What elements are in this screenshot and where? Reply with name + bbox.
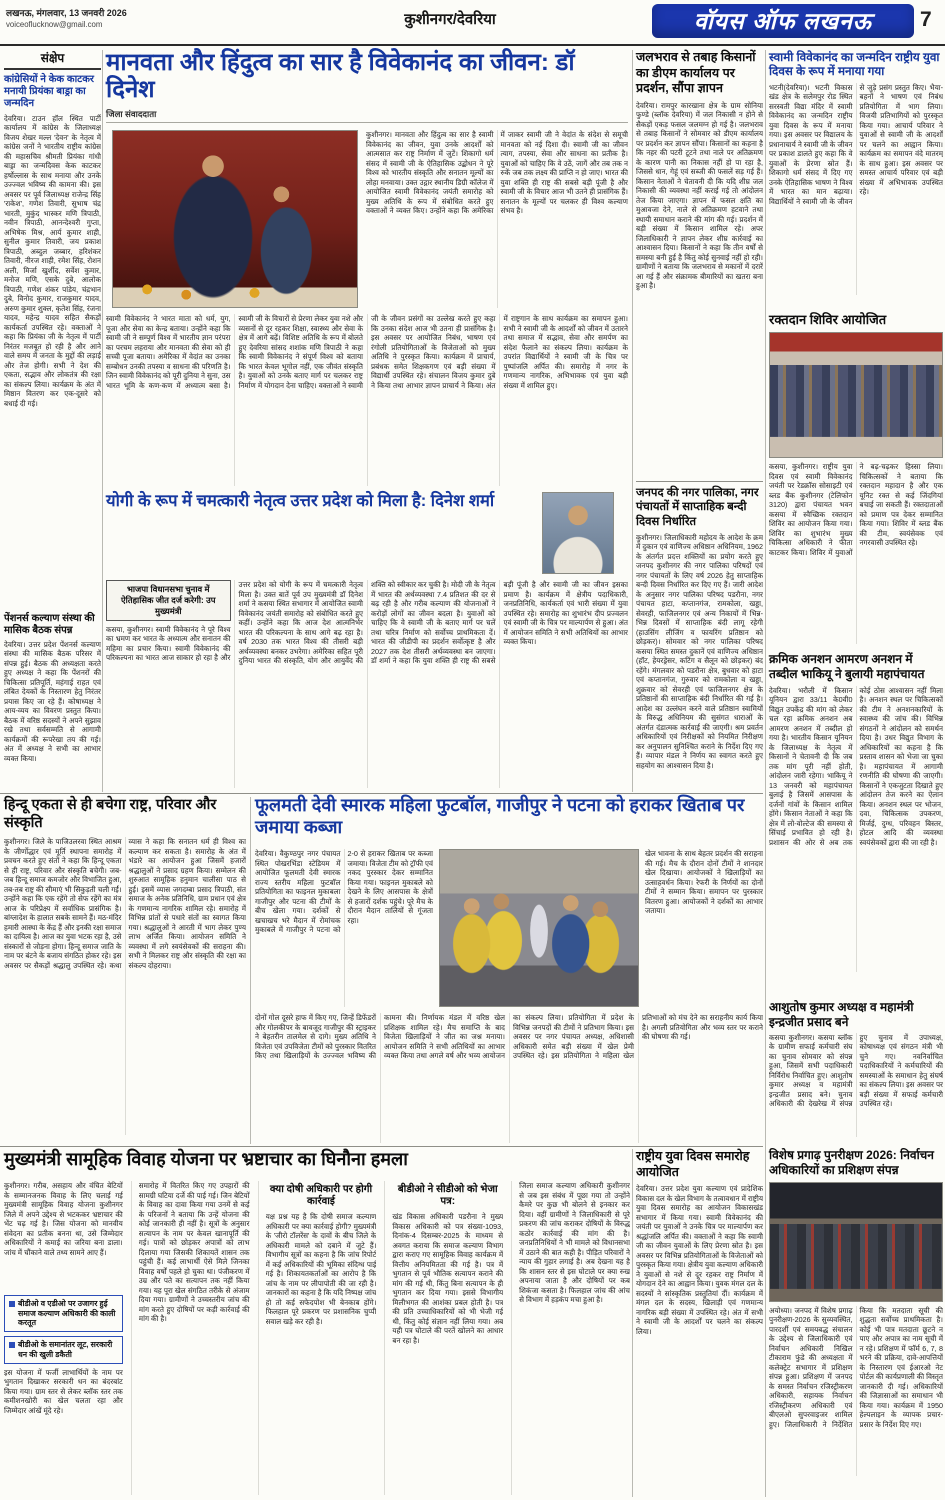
municipal-article [636,486,763,792]
municipal-body: कुशीनगर। जिलाधिकारी महोदय के आदेश के क्रम में दुकान एवं वाणिज्य अधिष्ठान अधिनियम, 1962 के अंतर्गत प्रदत्त शक्तियों का प्रयोग करते हुए जनपद कुशीनगर की नगर पालिका परिषदों एवं नगर पंचायतों के लिए वर्ष 2026 हेतु साप्ताहिक बन्दी दिवस निर्धारित कर दिए गए हैं। जारी आदेश के अनुसार नगर पालिका परिषद पडरौना, नगर पंचायत हाटा, कप्तानगंज, रामकोला, खड्डा, सेवरही, फाजिलनगर एवं अन्य निकायों में भिन्न-भिन्न दिवसों में साप्ताहिक बंदी लागू रहेगी (हाउसिंग लीजिंग व फायरिंग प्रतिष्ठान को छोड़कर)। सोमवार को नगर पालिका परिषद कसया स्थित समस्त दुकानें एवं वाणिज्य अधिष्ठान (हॉट, हेयरड्रेसर, कटिंग व सैलून को छोड़कर) बंद रहेंगे। मंगलवार को पडरौना क्षेत्र, बुधवार को हाटा एवं कप्तानगंज, गुरुवार को रामकोला व खड्डा, शुक्रवार को सेवरही एवं फाजिलनगर क्षेत्र के प्रतिष्ठानों की साप्ताहिक बंदी निर्धारित की गई है। आदेश का उल्लंघन करने वाले प्रतिष्ठान स्वामियों के विरुद्ध अधिनियम की सुसंगत धाराओं के अंतर्गत दंडात्मक कार्रवाई की जाएगी। श्रम प्रवर्तन अधिकारियों एवं निरीक्षकों को नियमित निरीक्षण कर अनुपालन सुनिश्चित कराने के निर्देश दिए गए हैं। व्यापार मंडल ने निर्णय का स्वागत करते हुए सहयोग का आश्वासन दिया है। [636,532,763,770]
marriage-scheme-article [4,1149,630,1497]
column-divider [250,797,251,1144]
union-election-article [769,1000,943,1144]
dinesh-sharma-portrait-photo [542,492,614,574]
section-title: कुशीनगर/देवरिया [404,11,496,28]
lead-article [106,50,628,488]
marriage-body: खंड विकास अधिकारी पडरौना ने मुख्य विकास अधिकारी को पत्र संख्या-1093, दिनांक-4 दिसम्बर-2025 के माध्यम से अवगत कराया कि समाज कल्याण विभाग द्वारा कराए गए सामूहिक विवाह कार्यक्रम में वित्तीय अनियमितता की गई है। पत्र में भुगतान से पूर्व भौतिक सत्यापन कराने की मांग की गई थी, किंतु बिना सत्यापन के ही भुगतान कर दिया गया। इससे विभागीय मिलीभगत की आशंका प्रबल होती है। पत्र की प्रति उच्चाधिकारियों को भी भेजी गई थी, किंतु कोई संज्ञान नहीं लिया गया। अब यही पत्र घोटाले की परतें खोलने का आधार बन रहा है। [392,1212,504,1345]
vivekananda-body: भटनी(देवरिया)। भटनी विकास खंड क्षेत्र के सलेमपुर रोड स्थित सरस्वती विद्या मंदिर में स्वामी विवेकानंद का जन्मदिन राष्ट्रीय युवा दिवस के रूप में मनाया गया। इस अवसर पर विद्यालय के प्रधानाचार्य ने स्वामी जी के जीवन पर प्रकाश डालते हुए कहा कि वे युवाओं के प्रेरणा स्रोत हैं। शिकागो धर्म संसद में दिए गए उनके ऐतिहासिक भाषण ने विश्व में भारत का मान बढ़ाया। विद्यार्थियों ने स्वामी जी के जीवन से जुड़े प्रसंग प्रस्तुत किए। भैया-बहनों ने भाषण एवं निबंध प्रतियोगिता में भाग लिया। विजयी प्रतिभागियों को पुरस्कृत किया गया। आचार्य परिवार ने युवाओं से स्वामी जी के आदर्शों पर चलने का आह्वान किया। कार्यक्रम का समापन वंदे मातरम् के साथ हुआ। इस अवसर पर समस्त आचार्य परिवार एवं बड़ी संख्या में अभिभावक उपस्थित रहे। [769,82,943,206]
blood-headline: रक्तदान शिविर आयोजित [769,312,887,327]
masthead: वॉयस ऑफ लखनऊ [652,4,914,38]
marriage-col-3 [258,1181,377,1495]
issue-date: लखनऊ, मंगलवार, 13 जनवरी 2026 [6,8,127,18]
youthfest-body: देवरिया। उत्तर प्रदेश युवा कल्याण एवं प्रादेशिक विकास दल के खेल विभाग के तत्वावधान में राष्ट्रीय युवा दिवस समारोह का आयोजन विकासखंड सभागार में किया गया। स्वामी विवेकानंद की जयंती पर युवाओं ने उनके चित्र पर माल्यार्पण कर श्रद्धांजलि अर्पित की। वक्ताओं ने कहा कि स्वामी जी का जीवन युवाओं के लिए प्रेरणा स्रोत है। इस अवसर पर विभिन्न प्रतियोगिताओं के विजेताओं को पुरस्कृत किया गया। क्षेत्रीय युवा कल्याण अधिकारी ने युवाओं से नशे से दूर रहकर राष्ट्र निर्माण में योगदान देने का आह्वान किया। युवक मंगल दल के सदस्यों ने सांस्कृतिक प्रस्तुतियां दीं। कार्यक्रम में मंगल दल के सदस्य, खिलाड़ी एवं गणमान्य नागरिक बड़ी संख्या में उपस्थित रहे। अंत में सभी ने स्वामी जी के आदर्शों पर चलने का संकल्प लिया। [636,1184,763,1336]
youthfest-headline: राष्ट्रीय युवा दिवस समारोह आयोजित [636,1149,750,1179]
waterlog-body: देवरिया। रामपुर कारखाना क्षेत्र के ग्राम सोनिया फुण्डे (ब्लॉक देवरिया) में जल निकासी न होने से सैकड़ों एकड़ फसल जलमग्न हो गई है। जलभराव से तबाह किसानों ने सोमवार को डीएम कार्यालय पर प्रदर्शन कर ज्ञापन सौंपा। किसानों का कहना है कि नहर की पटरी टूटने तथा नाले पर अतिक्रमण के कारण पानी का निकास नहीं हो पा रहा है, जिससे धान, गेहूं एवं सब्जी की फसलें सड़ गई हैं। किसान नेताओं ने चेतावनी दी कि यदि शीघ्र जल निकासी की व्यवस्था नहीं कराई गई तो आंदोलन तेज किया जाएगा। ज्ञापन में फसल क्षति का मुआवजा देने, नाले से अतिक्रमण हटवाने तथा स्थायी समाधान कराने की मांग की गई। प्रदर्शन में बड़ी संख्या में किसान शामिल रहे। अपर जिलाधिकारी ने ज्ञापन लेकर शीघ्र कार्रवाई का आश्वासन दिया। किसानों ने कहा कि तीन वर्षों से समस्या बनी हुई है किंतु कोई सुनवाई नहीं हो रही। ग्रामीणों ने बताया कि जलभराव से मकानों में दरारें आ गई हैं और संक्रामक बीमारियों का खतरा बना हुआ है। [636,100,763,290]
marriage-body: यक्ष प्रश्न यह है कि दोषी समाज कल्याण अधिकारी पर क्या कार्रवाई होगी? मुख्यमंत्री के 'जीरो टॉलरेंस' के दावों के बीच जिले के अधिकारी मामले को दबाने में जुटे हैं। विभागीय सूत्रों का कहना है कि जांच रिपोर्ट में कई अधिकारियों की भूमिका संदिग्ध पाई गई है। शिकायतकर्ताओं का आरोप है कि जांच के नाम पर लीपापोती की जा रही है। जानकारों का कहना है कि यदि निष्पक्ष जांच हो तो कई सफेदपोश भी बेनकाब होंगे। फिलहाल पूरे प्रकरण पर प्रशासनिक चुप्पी सवाल खड़े कर रही है। [265,1212,377,1326]
lead-headline: मानवता और हिंदुत्व का सार है विवेकानंद का जीवन: डॉ दिनेश [106,49,575,103]
column-divider [765,50,766,1497]
bullet-square-icon [9,1301,15,1307]
briefs-sidebar [4,49,101,793]
football-headline: फूलमती देवी स्मारक महिला फुटबॉल, गाजीपुर ने पटना को हराकर खिताब पर जमाया कब्जा [255,795,745,837]
header-divider [0,44,945,46]
brief-title: कांग्रेसियों ने केक काटकर मनायी प्रियंका बाड्रा का जन्मदिन [4,74,94,110]
hunger-strike-article [769,652,943,996]
briefs-label: संक्षेप [4,49,101,70]
vivekananda-article [769,50,943,308]
marriage-col-5 [511,1181,630,1495]
page-number: 7 [920,8,932,31]
anshan-body: देवरिया। भरौली में किसान यूनियन द्वारा 33/11 के0वी0 विद्युत उपकेंद्र की मांग को लेकर चल रहा क्रमिक अनशन अब आमरण अनशन में तब्दील हो गया है। भारतीय किसान यूनियन के जिलाध्यक्ष के नेतृत्व में किसानों ने चेतावनी दी कि जब तक मांग पूरी नहीं होती, आंदोलन जारी रहेगा। भाकियू ने 13 जनवरी को महापंचायत बुलाई है जिसमें आसपास के दर्जनों गांवों के किसान शामिल होंगे। किसान नेताओं ने कहा कि क्षेत्र में लो-वोल्टेज की समस्या से सिंचाई प्रभावित हो रही है। प्रशासन की ओर से अब तक कोई ठोस आश्वासन नहीं मिला है। अनशन स्थल पर चिकित्सकों की टीम ने अनशनकारियों के स्वास्थ्य की जांच की। विभिन्न संगठनों ने आंदोलन को समर्थन दिया है। उधर विद्युत विभाग के अधिकारियों का कहना है कि प्रस्ताव शासन को भेजा जा चुका है। महापंचायत में आगामी रणनीति की घोषणा की जाएगी। किसानों ने एकजुटता दिखाते हुए आंदोलन तेज करने का ऐलान किया। अनशन स्थल पर भोजन, दवा, चिकित्सक उपकरण, मिर्जई, दुग्ध, परिवहन बिस्तर, होटल आदि की व्यवस्था स्वयंसेवकों द्वारा की जा रही है। [769,685,943,847]
blood-camp-article [769,310,943,648]
inset-title: भाजपा विधानसभा चुनाव में ऐतिहासिक जीत दर्ज करेगी: उप मुख्यमंत्री [121,584,216,616]
municipal-headline: जनपद की नगर पालिका, नगर पंचायतों में साप्ताहिक बन्दी दिवस निर्धारित [636,487,759,528]
brief-title: पेंशनर्स कल्याण संस्था की मासिक बैठक संपन्न [4,612,95,636]
bullet-text: बीडीओ व एडीओ पर उजागर हुई समाज कल्याण अधिकारी की काली करतूत [18,1299,116,1328]
brief-body: देवरिया। टाउन हॉल स्थित पार्टी कार्यालय में कांग्रेस के जिलाध्यक्ष विजय शेखर मल्ल 'देवन' के नेतृत्व में कांग्रेस जनों ने भारतीय राष्ट्रीय कांग्रेस की महासचिव श्रीमती प्रियंका गांधी बाड्रा का जन्मदिवस केक काटकर हर्षोल्लास के साथ मनाया और उनके उज्ज्वल भविष्य की कामना की। इस अवसर पर पूर्व जिलाध्यक्ष राजेन्द्र सिंह 'राकेश', गणेश तिवारी, सुभाष चंद्र भारती, मुकुंद भास्कर मणि त्रिपाठी, नवीन त्रिपाठी, आनन्देश्वरी गुप्ता, अभिषेक मिश्र, आर्य कुमार शाही, सुनील कुमार तिवारी, जय प्रकाश त्रिपाठी, अब्दुल जब्बार, हरिशंकर तिवारी, नीरज शाही, रमेश सिंह, रोशन अली, मिर्जा खुर्शीद, सर्वेश कुमार, मनोज मणि, एसके दुबे, आलोक त्रिपाठी, गणेश शंकर पांडेय, चंद्रभान दुबे, विनोद कुमार, राजकुमार यादव, अरुण कुमार शुक्ल, कृतेश सिंह, रंजना यादव, महेन्द्र यादव सहित सैकड़ों कार्यकर्ता उपस्थित रहे। वक्ताओं ने कहा कि प्रियंका जी के नेतृत्व में पार्टी निरंतर मजबूत हो रही है और आने वाले समय में जनता के मुद्दों की लड़ाई और तेज होगी। सभी ने देश की एकता, सद्भाव और लोकतंत्र की रक्षा का संकल्प लिया। कार्यक्रम के अंत में मिष्ठान वितरण कर एक-दूसरे को बधाई दी गई। [4,113,101,408]
marriage-body: इस योजना में फर्जी लाभार्थियों के नाम पर भुगतान दिखाकर सरकारी धन का बंदरबांट किया गया। ग्राम स्तर से लेकर ब्लॉक स्तर तक कमीशनखोरी का खेल चलता रहा और जिम्मेदार आंखें मूंदे रहे। [4,1367,123,1415]
lead-body: स्वामी विवेकानंद ने भारत माता को धर्म, युग, पूजा और सेवा का केन्द्र बताया। उन्होंने कहा कि स्वामी जी ने सम्पूर्ण विश्व में भारतीय ज्ञान परंपरा का परचम लहराया और मानवता की सेवा को ही सच्ची पूजा बताया। अमेरिका में वेदांत का उनका सम्बोधन उनकी तपस्या व साधना की परिणति है। जिन स्वामी विवेकानंद को पूरी दुनिया ने सुना, उस भारत भूमि के कण-कण में अध्यात्म बसा है। स्वामी जी के विचारों से प्रेरणा लेकर युवा नशे और व्यसनों से दूर रहकर शिक्षा, स्वास्थ्य और सेवा के क्षेत्र में आगे बढ़ें। विशिष्ट अतिथि के रूप में बोलते हुए देवरिया सांसद शशांक मणि त्रिपाठी ने कहा कि स्वामी विवेकानंद ने संपूर्ण विश्व को बताया कि भारत केवल भूगोल नहीं, एक जीवंत संस्कृति है। युवाओं को उनके बताए मार्ग पर चलकर राष्ट्र निर्माण में योगदान देना चाहिए। वक्ताओं ने स्वामी जी के जीवन प्रसंगों का उल्लेख करते हुए कहा कि उनका संदेश आज भी उतना ही प्रासंगिक है। इस अवसर पर आयोजित निबंध, भाषण एवं रंगोली प्रतियोगिताओं के विजेताओं को मुख्य अतिथि ने पुरस्कृत किया। कार्यक्रम में प्राचार्य, प्रबंधक समेत शिक्षकगण एवं बड़ी संख्या में विद्यार्थी उपस्थित रहे। संचालन विजय कुमार दुबे ने किया तथा आभार ज्ञापन प्राचार्य ने किया। अंत में राष्ट्रगान के साथ कार्यक्रम का समापन हुआ। सभी ने स्वामी जी के आदर्शों को जीवन में उतारने तथा समाज में सद्भाव, सेवा और समर्पण का संदेश फैलाने का संकल्प लिया। कार्यक्रम के उपरांत विद्यार्थियों ने स्वामी जी के चित्र पर पुष्पांजलि अर्पित की। समारोह में नगर के गणमान्य नागरिक, अभिभावक एवं युवा बड़ी संख्या में शामिल हुए। [106,314,628,390]
bullet-box [4,1295,123,1332]
contact-email: voiceoflucknow@gmail.com [6,20,103,29]
column-divider [102,50,103,792]
speaker-at-podium-photo [112,130,358,308]
brief-body: देवरिया। उत्तर प्रदेश पेंशनर्स कल्याण संस्था की मासिक बैठक परिसर में संपन्न हुई। बैठक की अध्यक्षता करते हुए अध्यक्ष ने कहा कि पेंशनरों की चिकित्सा प्रतिपूर्ति, महंगाई राहत एवं लंबित देयकों के निस्तारण हेतु निरंतर प्रयास किए जा रहे हैं। कोषाध्यक्ष ने आय-व्यय का विवरण प्रस्तुत किया। बैठक में वरिष्ठ सदस्यों ने अपने सुझाव रखे तथा सर्वसम्मति से आगामी कार्यक्रमों की रूपरेखा तय की गई। अंत में अध्यक्ष ने सभी का आभार व्यक्त किया। [4,639,101,763]
ashutosh-body: कसया कुशीनगर। कसया ब्लॉक के ग्रामीण सफाई कर्मचारी संघ का चुनाव सोमवार को संपन्न हुआ, जिसमें सभी पदाधिकारी निर्विरोध निर्वाचित हुए। आशुतोष कुमार अध्यक्ष व महामंत्री इन्द्रजीत प्रसाद बने। चुनाव अधिकारी की देखरेख में संपन्न हुए चुनाव में उपाध्यक्ष, कोषाध्यक्ष एवं संगठन मंत्री भी चुने गए। नवनिर्वाचित पदाधिकारियों ने कर्मचारियों की समस्याओं के समाधान हेतु संघर्ष का संकल्प लिया। इस अवसर पर बड़ी संख्या में सफाई कर्मचारी उपस्थित रहे। [769,1032,943,1109]
column-divider [632,50,633,792]
lead-body: कुशीनगर। मानवता और हिंदुत्व का सार है स्वामी विवेकानंद का जीवन, युवा उनके आदर्शों को आत्मसात कर राष्ट्र निर्माण में जुटें। शिकागो धर्म संसद में स्वामी जी के ऐतिहासिक उद्बोधन ने पूरे विश्व को भारतीय संस्कृति और सनातन मूल्यों का लोहा मनवाया। उक्त उद्गार स्थानीय डिग्री कॉलेज में आयोजित स्वामी विवेकानंद जयंती समारोह को मुख्य अतिथि के रूप में संबोधित करते हुए वक्ताओं ने व्यक्त किए। उन्होंने कहा कि अमेरिका में जाकर स्वामी जी ने वेदांत के संदेश से समूची मानवता को नई दिशा दी। स्वामी जी का जीवन त्याग, तपस्या, सेवा और साधना का प्रतीक है। युवाओं को चाहिए कि वे उठें, जागें और तब तक न रुकें जब तक लक्ष्य की प्राप्ति न हो जाए। भारत की युवा शक्ति ही राष्ट्र की सबसे बड़ी पूंजी है और स्वामी जी के विचार आज भी उतने ही प्रासंगिक हैं। सनातन के मूल्यों पर चलकर ही विश्व कल्याण संभव है। [366,130,628,215]
hindu-body: कुशीनगर। जिले के पाजिउलरवा स्थित आश्रम के जीर्णोद्धार एवं मूर्ति स्थापना समारोह में प्रवचन करते हुए संतों ने कहा कि हिन्दू एकता से ही राष्ट्र, परिवार और संस्कृति बचेगी। जब-जब हिन्दू समाज कमजोर और विभाजित हुआ, तब-तब राष्ट्र की सीमाएं भी सिकुड़ती चली गईं। उन्होंने कहा कि एक रहेंगे तो सेफ रहेंगे का मंत्र आज के परिप्रेक्ष्य में सर्वाधिक प्रासंगिक है। बांग्लादेश के हालात सबके सामने हैं। मठ-मंदिर हमारी आस्था के केंद्र हैं और इनकी रक्षा समाज का दायित्व है। आज का युवा भटक रहा है, उसे संस्कारों से जोड़ना होगा। हिन्दू समाज जाति के नाम पर बंटने के बजाय संगठित होकर रहे। इस अवसर पर सैकड़ों श्रद्धालु उपस्थित रहे। कथा व्यास ने कहा कि सनातन धर्म ही विश्व का कल्याण कर सकता है। समारोह के अंत में भंडारे का आयोजन हुआ जिसमें हजारों श्रद्धालुओं ने प्रसाद ग्रहण किया। सम्मेलन की शुरुआत सामूहिक हनुमान चालीसा पाठ से हुई। इसमें व्यास जगदम्बा प्रसाद त्रिपाठी, संत समाज के अनेक प्रतिनिधि, ग्राम प्रधान एवं क्षेत्र के गणमान्य नागरिक शामिल रहे। समारोह में विभिन्न प्रांतों से पधारे संतों का स्वागत किया गया। श्रद्धालुओं ने आरती में भाग लेकर पुण्य लाभ अर्जित किया। आयोजन समिति ने व्यवस्था में लगे स्वयंसेवकों की सराहना की। सभी ने मिलकर राष्ट्र और संस्कृति की रक्षा का संकल्प दोहराया। [4,837,246,970]
bullet-square-icon [9,1342,15,1348]
training-session-photo [769,1182,943,1302]
marriage-body: कुशीनगर। गरीब, असहाय और वंचित बेटियों के सम्मानजनक विवाह के लिए चलाई गई मुख्यमंत्री सामूहिक विवाह योजना कुशीनगर जिले में अपने उद्देश्य से भटककर भ्रष्टाचार की भेंट चढ़ गई है। जिस योजना को मानवीय संवेदना का प्रतीक बनना था, उसे जिम्मेदार अधिकारियों ने कमाई का जरिया बना डाला। जांच में चौंकाने वाले तथ्य सामने आए हैं। [4,1181,123,1257]
yogi-headline: योगी के रूप में चमत्कारी नेतृत्व उत्तर प्रदेश को मिला है: दिनेश शर्मा [106,492,495,510]
hindu-headline: हिन्दू एकता से ही बचेगा राष्ट्र, परिवार और संस्कृति [4,797,217,831]
football-body-left: देवरिया। वैकुण्ठपुर नगर पंचायत स्थित पोखरभिंडा स्टेडियम में आयोजित फूलमती देवी स्मारक राज्य स्तरीय महिला फुटबॉल प्रतियोगिता का फाइनल मुकाबला गाजीपुर और पटना की टीमों के बीच खेला गया। दर्शकों से खचाखच भरे मैदान में रोमांचक मुकाबले में गाजीपुर ने पटना को 2-0 से हराकर खिताब पर कब्जा जमाया। विजेता टीम को ट्रॉफी एवं नकद पुरस्कार देकर सम्मानित किया गया। फाइनल मुकाबले को देखने के लिए आसपास के क्षेत्रों से हजारों दर्शक पहुंचे। पूरे मैच के दौरान मैदान तालियों से गूंजता रहा। [255,849,433,934]
marriage-col-4 [384,1181,503,1495]
yogi-body [106,580,628,788]
anshan-headline: क्रमिक अनशन आमरण अनशन में तब्दील भाकियू ने बुलायी महापंचायत [769,652,925,681]
blood-body: कसया, कुशीनगर। राष्ट्रीय युवा दिवस एवं स्वामी विवेकानंद जयंती पर रेडक्रॉस सोसाइटी एवं ब्लड बैंक कुशीनगर (टेलिफोन 3120) द्वारा पंचायत भवन कसया में स्वैच्छिक रक्तदान शिविर का आयोजन किया गया। शिविर का शुभारंभ मुख्य चिकित्सा अधिकारी ने फीता काटकर किया। शिविर में युवाओं ने बढ़-चढ़कर हिस्सा लिया। चिकित्सकों ने बताया कि रक्तदान महादान है और एक यूनिट रक्त से कई जिंदगियां बचाई जा सकती हैं। रक्तदाताओं को प्रमाण पत्र देकर सम्मानित किया गया। शिविर में ब्लड बैंक की टीम, स्वयंसेवक एवं नगरवासी उपस्थित रहे। [769,462,943,557]
section-divider [0,1146,763,1147]
lead-byline: जिला संवाददाता [106,108,628,123]
marriage-body: समारोह में वितरित किए गए उपहारों की सामग्री घटिया दर्जे की पाई गई। जिन बेटियों के विवाह का दावा किया गया उनमें से कई के परिजनों ने बताया कि उन्हें योजना की कोई जानकारी ही नहीं है। सूत्रों के अनुसार सत्यापन के नाम पर केवल खानापूर्ति की गई। पात्रों को छोड़कर अपात्रों को लाभ दिलाया गया जिसकी शिकायतें शासन तक पहुंची हैं। कई लाभार्थी ऐसे मिले जिनका विवाह वर्षों पहले हो चुका था। पंजीकरण में उम्र और पते का सत्यापन तक नहीं किया गया। यह पूरा खेल संगठित तरीके से अंजाम दिया गया। ग्रामीणों ने उच्चस्तरीय जांच की मांग करते हुए दोषियों पर कड़ी कार्रवाई की मांग की है। [138,1181,250,1323]
football-body-right: खेल भावना के साथ बेहतर प्रदर्शन की सराहना की गई। मैच के दौरान दोनों टीमों ने शानदार खेल दिखाया। आयोजकों ने खिलाड़ियों का उत्साहवर्धन किया। रेफरी के निर्णयों का दोनों टीमों ने सम्मान किया। समापन पर पुरस्कार वितरण हुआ। आयोजकों ने दर्शकों का आभार जताया। [645,849,763,915]
inset-highlight-box [106,580,231,621]
bullet-box [4,1336,123,1363]
section-divider [636,481,763,482]
marriage-headline: मुख्यमंत्री सामूहिक विवाह योजना पर भ्रष्टाचार का घिनौना हमला [4,1149,408,1169]
column-divider [632,1149,633,1497]
marriage-subhead: बीडीओ ने सीडीओ को भेजा पत्र: [397,1184,498,1208]
yogi-article [106,492,628,790]
youth-day-article [636,1149,763,1497]
yogi-body-text: कसया, कुशीनगर। स्वामी विवेकानंद ने पूरे विश्व का भ्रमण कर भारत के अध्यात्म और सनातन की महिमा का प्रचार किया। स्वामी विवेकानंद की परिकल्पना का भारत आज साकार हो रहा है और उत्तर प्रदेश को योगी के रूप में चमत्कारी नेतृत्व मिला है। उक्त बातें पूर्व उप मुख्यमंत्री डॉ दिनेश शर्मा ने कसया स्थित सभागार में आयोजित स्वामी विवेकानंद जयंती समारोह को संबोधित करते हुए कहीं। उन्होंने कहा कि आज देश आत्मनिर्भर भारत की परिकल्पना के साथ आगे बढ़ रहा है। वर्ष 2030 तक भारत विश्व की तीसरी बड़ी अर्थव्यवस्था बनकर उभरेगा। अमेरिका सहित पूरी दुनिया भारत की संस्कृति, योग और आयुर्वेद की शक्ति को स्वीकार कर चुकी है। मोदी जी के नेतृत्व में भारत की अर्थव्यवस्था 7.4 प्रतिशत की दर से बढ़ रही है और गरीब कल्याण की योजनाओं ने करोड़ों लोगों का जीवन बदला है। युवाओं को चाहिए कि वे स्वामी जी के बताए मार्ग पर चलें तथा चरित्र निर्माण को सर्वोच्च प्राथमिकता दें। भारत की जीडीपी का प्रदर्शन सर्वोत्कृष्ट है और 2027 तक देश तीसरी अर्थव्यवस्था बन जाएगा। डॉ शर्मा ने कहा कि युवा शक्ति ही राष्ट्र की सबसे बड़ी पूंजी है और स्वामी जी का जीवन इसका प्रमाण है। कार्यक्रम में क्षेत्रीय पदाधिकारी, जनप्रतिनिधि, कार्यकर्ता एवं भारी संख्या में युवा उपस्थित रहे। समारोह का शुभारंभ दीप प्रज्वलन एवं स्वामी जी के चित्र पर माल्यार्पण से हुआ। अंत में आयोजन समिति ने सभी अतिथियों का आभार व्यक्त किया। [106,580,628,665]
marriage-subhead: क्या दोषी अधिकारी पर होगी कार्रवाई [269,1184,373,1208]
electoral-training-article [769,1148,943,1497]
marriage-col-2 [131,1181,250,1495]
hindu-unity-article [4,797,246,1143]
football-article [255,795,763,1145]
revision-headline: विशेष प्रगाढ़ पुनरीक्षण 2026: निर्वाचन अधिकारियों का प्रशिक्षण संपन्न [769,1148,934,1177]
waterlog-article [636,50,763,478]
ashutosh-headline: आशुतोष कुमार अध्यक्ष व महामंत्री इन्द्रजीत प्रसाद बने [769,1000,914,1029]
vivekananda-headline: स्वामी विवेकानंद का जन्मदिन राष्ट्रीय युवा दिवस के रूप में मनाया गया [769,50,940,79]
blood-donation-camp-photo [769,332,943,458]
waterlog-headline: जलभराव से तबाह किसानों का डीएम कार्यालय पर प्रदर्शन, सौंपा ज्ञापन [636,50,756,95]
football-body-bottom: दोनों गोल दूसरे हाफ में किए गए, जिन्हें डिफेंडरों और गोलकीपर के बावजूद गाजीपुर की स्ट्राइकर ने बेहतरीन तालमेल से दागे। मुख्य अतिथि ने विजेता एवं उपविजेता टीमों को पुरस्कार वितरित किए तथा खिलाड़ियों के उज्ज्वल भविष्य की कामना की। निर्णायक मंडल में वरिष्ठ खेल प्रशिक्षक शामिल रहे। मैच समाप्ति के बाद विजेता खिलाड़ियों ने जीत का जश्न मनाया। आयोजन समिति ने सभी अतिथियों का आभार व्यक्त किया तथा अगले वर्ष और भव्य आयोजन का संकल्प लिया। प्रतियोगिता में प्रदेश के विभिन्न जनपदों की टीमों ने प्रतिभाग किया। इस अवसर पर नगर पंचायत अध्यक्ष, अधिशासी अधिकारी समेत बड़ी संख्या में खेल प्रेमी उपस्थित रहे। इस प्रतियोगिता ने महिला खेल प्रतिभाओं को मंच देने का सराहनीय कार्य किया है। अगली प्रतियोगिता और भव्य स्तर पर कराने की घोषणा की गई। [255,1013,763,1060]
section-divider [0,793,763,794]
bullet-text: बीडीओ के समानांतर लूट, सरकारी धन की खुली डकैती [18,1340,113,1359]
marriage-col-1 [4,1181,123,1495]
revision-body: अयोध्या। जनपद में विशेष प्रगाढ़ पुनरीक्षण-2026 के सुव्यवस्थित, पारदर्शी एवं समयबद्ध संचालन के उद्देश्य से जिलाधिकारी एवं निर्वाचन अधिकारी निखिल टीकाराम फुंडे की अध्यक्षता में कलेक्ट्रेट सभागार में प्रशिक्षण संपन्न हुआ। प्रशिक्षण में जनपद के समस्त निर्वाचन रजिस्ट्रीकरण अधिकारी, सहायक निर्वाचन रजिस्ट्रीकरण अधिकारी एवं बीएलओ सुपरवाइजर शामिल हुए। जिलाधिकारी ने निर्देशित किया कि मतदाता सूची की शुद्धता सर्वोच्च प्राथमिकता है। कोई भी पात्र मतदाता छूटने न पाए और अपात्र का नाम सूची में न रहे। प्रशिक्षण में फॉर्म 6, 7, 8 भरने की प्रक्रिया, दावे-आपत्तियों के निस्तारण एवं ईआरओ नेट पोर्टल की कार्यप्रणाली की विस्तृत जानकारी दी गई। अधिकारियों की जिज्ञासाओं का समाधान भी किया गया। कार्यक्रम में 1950 हेल्पलाइन के व्यापक प्रचार-प्रसार के निर्देश दिए गए। [769,1305,943,1429]
football-trophy-photo [439,849,639,1007]
marriage-body: जिला समाज कल्याण अधिकारी कुशीनगर से जब इस संबंध में पूछा गया तो उन्होंने कैमरे पर कुछ भी बोलने से इनकार कर दिया। वहीं ग्रामीणों ने जिलाधिकारी से पूरे प्रकरण की जांच कराकर दोषियों के विरुद्ध कठोर कार्रवाई की मांग की है। जनप्रतिनिधियों ने भी मामले को विधानसभा में उठाने की बात कही है। पीड़ित परिवारों ने न्याय की गुहार लगाई है। अब देखना यह है कि शासन स्तर से इस घोटाले पर क्या रुख अपनाया जाता है और दोषियों पर कब शिकंजा कसता है। फिलहाल जांच की आंच से विभाग में हड़कंप मचा हुआ है। [519,1181,630,1304]
